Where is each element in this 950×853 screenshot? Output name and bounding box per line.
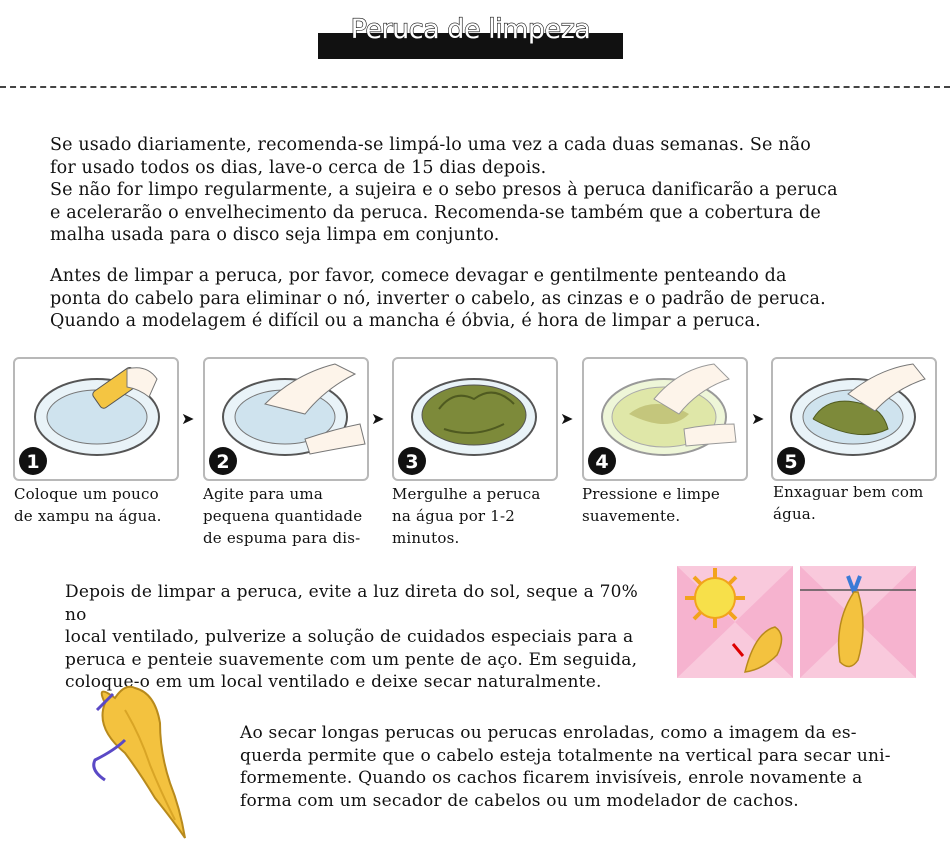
svg-text:5: 5	[784, 451, 798, 473]
step-1-number-icon	[15, 359, 177, 479]
intro-paragraph-2: Antes de limpar a peruca, por favor, comece devagar e gentilmente penteando da ponta do cabelo para eliminar o nó, inverter o cabelo, as cinzas e o padrão de peruca. Quando a modelagem é difícil ou a mancha é óbvia, é hora de limpar a peruca.	[50, 266, 826, 331]
long-wig-hanging-illustration	[85, 680, 205, 840]
arrow-icon: ➤	[560, 409, 574, 428]
step-2-panel	[203, 357, 369, 481]
arrow-icon: ➤	[371, 409, 385, 428]
step-5-number-icon	[773, 359, 935, 479]
step-3-panel	[392, 357, 558, 481]
intro-paragraph-1: Se usado diariamente, recomenda-se limpá-lo uma vez a cada duas semanas. Se não for usado todos os dias, lave-o cerca de 15 dias depois. Se não for limpo regularmente, a sujeira e o sebo presos à peruca danificarão a peruca e acelerarão o envelhecimento da peruca. Recomenda-se também que a cobertura de malha usada para o disco seja limpa em conjunto.	[50, 135, 838, 245]
step-1-caption: Coloque um pouco de xampu na água.	[14, 485, 162, 525]
svg-text:2: 2	[216, 451, 230, 473]
sun-drying-illustration	[677, 566, 793, 678]
svg-text:1: 1	[26, 451, 40, 473]
step-3-number-icon	[394, 359, 556, 479]
arrow-icon: ➤	[751, 409, 765, 428]
step-2-number-icon	[205, 359, 367, 479]
step-4-caption: Pressione e limpe suavemente.	[582, 485, 721, 525]
arrow-icon: ➤	[181, 409, 195, 428]
svg-text:3: 3	[405, 451, 419, 473]
page-title: Peruca de limpeza	[350, 14, 591, 45]
dashed-divider	[0, 86, 950, 88]
step-3-caption: Mergulhe a peruca na água por 1-2 minutos.	[392, 485, 541, 547]
long-wigs-paragraph: Ao secar longas perucas ou perucas enroladas, como a imagem da es- querda permite que o cabelo esteja totalmente na vertical para secar uni- formemente. Quando os cachos ficarem invisíveis, enrole novamente a forma com um secador de cabelos ou um modelador de cachos.	[240, 723, 891, 811]
step-2-caption: Agite para uma pequena quantidade de espuma para dis-	[203, 485, 363, 547]
step-1-panel	[13, 357, 179, 481]
step-4-panel	[582, 357, 748, 481]
step-5-caption: Enxaguar bem com água.	[773, 483, 924, 523]
hanging-dry-illustration	[800, 566, 916, 678]
after-cleaning-paragraph: Depois de limpar a peruca, evite a luz direta do sol, seque a 70% no local ventilado, pulverize a solução de cuidados especiais para a peruca e penteie suavemente com um pente de aço. Em seguida, coloque-o em um local ventilado e deixe secar naturalmente.	[65, 582, 638, 692]
step-5-panel	[771, 357, 937, 481]
svg-text:4: 4	[595, 451, 609, 473]
step-4-number-icon	[584, 359, 746, 479]
